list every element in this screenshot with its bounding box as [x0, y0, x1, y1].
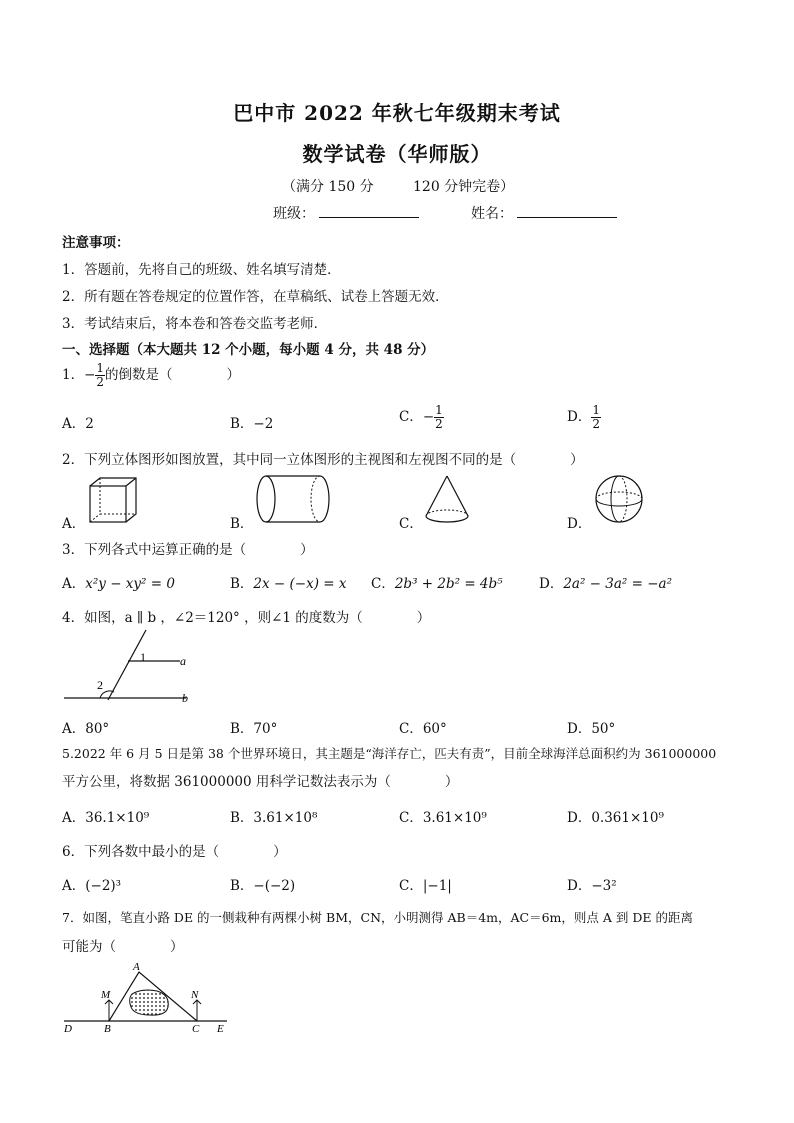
q4-option-c[interactable]: C．60° — [399, 721, 447, 737]
q4-option-b[interactable]: B．70° — [230, 721, 278, 737]
exam-title: 巴中市 2022 年秋七年级期末考试 — [233, 101, 561, 125]
q1-denominator: 2 — [96, 375, 105, 389]
q6-option-d[interactable]: D．−3² — [567, 878, 617, 894]
q3-option-d[interactable]: D．2a² − 3a² = −a² — [539, 576, 672, 592]
name-blank[interactable] — [517, 205, 617, 218]
cylinder-figure — [256, 474, 332, 524]
q6-option-a[interactable]: A．(−2)³ — [62, 878, 122, 894]
exam-score-note: （满分 150 分 — [282, 179, 374, 195]
question-6-stem: 6．下列各数中最小的是（ ） — [62, 844, 287, 860]
q2-option-a[interactable]: A． — [62, 516, 86, 532]
q5-option-d[interactable]: D．0.361×10⁹ — [567, 810, 664, 826]
notice-item: 1．答题前，先将自己的班级、姓名填写清楚． — [62, 262, 341, 278]
q1-option-c[interactable]: C．− $\frac{1}{2}$ — [399, 403, 443, 431]
q1-option-a[interactable]: A．2 — [62, 416, 94, 432]
line-a-label: a — [180, 654, 186, 668]
point-d-label: D — [64, 1023, 72, 1035]
q2-option-b[interactable]: B． — [230, 516, 254, 532]
road-triangle-figure — [62, 960, 242, 1035]
q6-option-c[interactable]: C．|−1| — [399, 878, 452, 894]
sphere-figure — [594, 474, 644, 524]
point-n-label: N — [191, 989, 199, 1001]
question-2-stem: 2．下列立体图形如图放置，其中同一立体图形的主视图和左视图不同的是（ ） — [62, 452, 584, 468]
class-label: 班级： — [273, 206, 315, 222]
exam-subtitle: 数学试卷（华师版） — [302, 142, 492, 166]
question-7-stem-cont: 可能为（ ） — [62, 939, 184, 955]
q3-option-b[interactable]: B．2x − (−x) = x — [230, 576, 347, 592]
name-field[interactable] — [471, 203, 617, 223]
notice-item: 2．所有题在答卷规定的位置作答，在草稿纸、试卷上答题无效． — [62, 289, 449, 305]
q5-option-c[interactable]: C．3.61×10⁹ — [399, 810, 487, 826]
name-label: 姓名： — [471, 206, 513, 222]
question-1-stem: 1．− $\frac{1}{2}$ 的倒数是（ ） — [62, 361, 241, 389]
q2-option-c[interactable]: C． — [399, 516, 423, 532]
q1-option-d[interactable]: D． $\frac{1}{2}$ — [567, 403, 600, 431]
class-field[interactable] — [273, 203, 419, 223]
cube-figure — [88, 476, 138, 524]
q1-numerator: 1 — [96, 361, 105, 375]
point-a-label: A — [133, 961, 140, 973]
q5-option-b[interactable]: B．3.61×10⁸ — [230, 810, 318, 826]
question-7-stem: 7．如图，笔直小路 DE 的一侧栽种有两棵小树 BM，CN，小明测得 AB＝4m，AC＝6m，则点 A 到 DE 的距离 — [62, 910, 693, 925]
q1-option-b[interactable]: B．−2 — [230, 416, 274, 432]
q4-option-d[interactable]: D．50° — [567, 721, 616, 737]
q3-option-c[interactable]: C．2b³ + 2b² = 4b⁵ — [371, 576, 503, 592]
parallel-lines-figure — [62, 628, 202, 710]
point-e-label: E — [217, 1023, 224, 1035]
question-4-stem: 4．如图，a ∥ b ，∠2＝120° ，则∠1 的度数为（ ） — [62, 610, 431, 626]
class-blank[interactable] — [319, 205, 419, 218]
exam-time-note: 120 分钟完卷） — [413, 179, 515, 195]
q2-option-d[interactable]: D． — [567, 516, 592, 532]
q5-option-a[interactable]: A．36.1×10⁹ — [62, 810, 150, 826]
point-c-label: C — [192, 1023, 200, 1035]
q6-option-b[interactable]: B．−(−2) — [230, 878, 296, 894]
section-heading: 一、选择题（本大题共 12 个小题，每小题 4 分，共 48 分） — [62, 342, 435, 358]
question-5-stem: 5.2022 年 6 月 5 日是第 38 个世界环境日，其主题是“海洋存亡，匹夫有责”，目前全球海洋总面积约为 361000000 — [62, 746, 717, 761]
angle-1-label: 1 — [140, 650, 146, 664]
angle-2-label: 2 — [97, 678, 103, 692]
question-3-stem: 3．下列各式中运算正确的是（ ） — [62, 542, 314, 558]
q4-option-a[interactable]: A．80° — [62, 721, 110, 737]
point-b-label: B — [104, 1023, 111, 1035]
line-b-label: b — [182, 691, 188, 705]
notice-heading: 注意事项： — [62, 235, 130, 251]
cone-figure — [424, 474, 470, 526]
question-5-stem-cont: 平方公里，将数据 361000000 用科学记数法表示为（ ） — [62, 774, 459, 790]
point-m-label: M — [101, 989, 111, 1001]
q3-option-a[interactable]: A．x²y − xy² = 0 — [62, 576, 175, 592]
notice-item: 3．考试结束后，将本卷和答卷交监考老师． — [62, 316, 328, 332]
